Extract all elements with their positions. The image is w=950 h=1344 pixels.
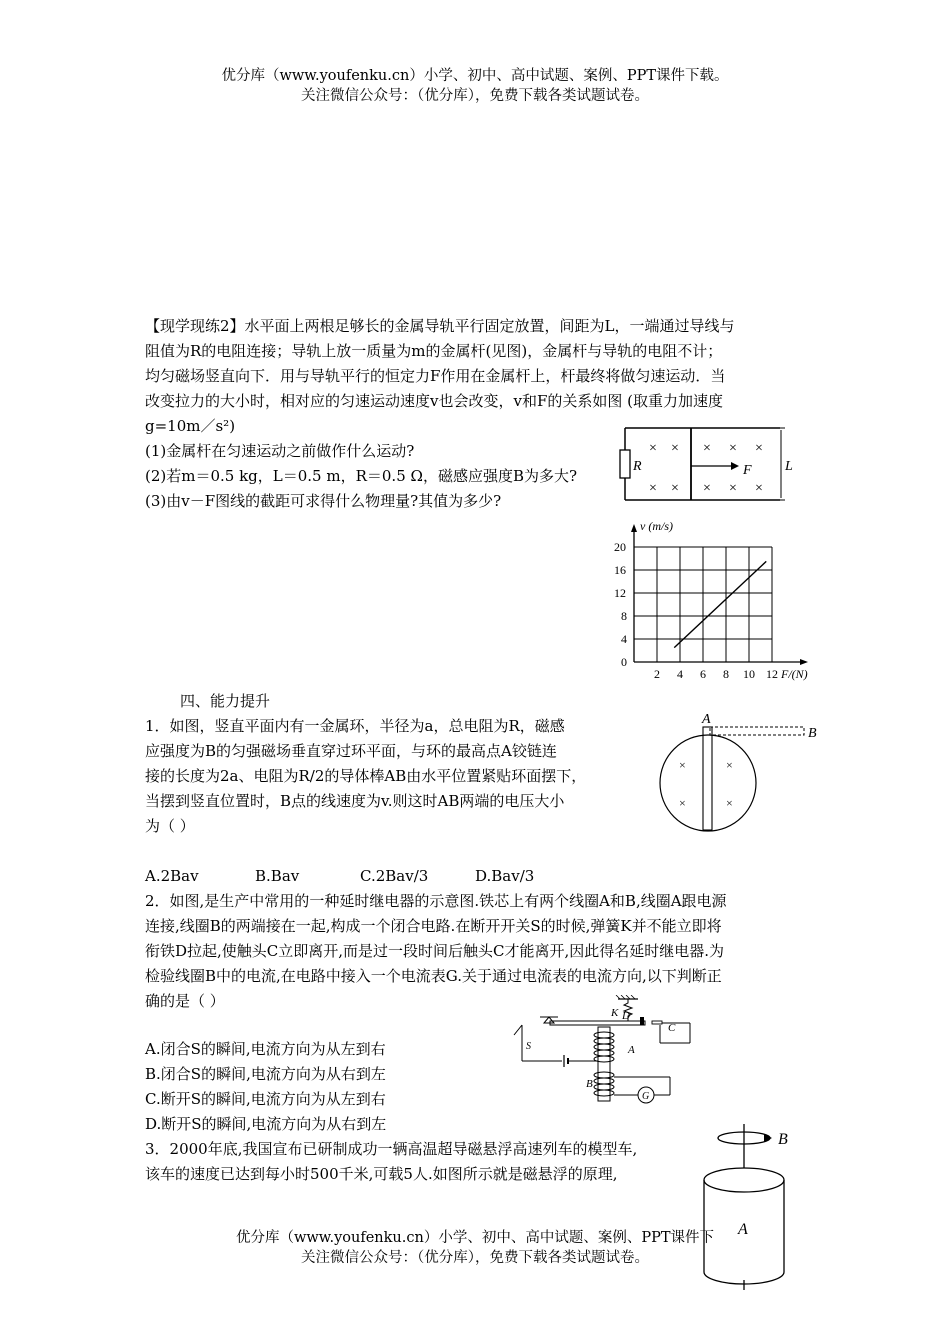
svg-text:×: × xyxy=(729,441,737,456)
svg-text:×: × xyxy=(649,441,657,456)
q2-option-a[interactable]: A.闭合S的瞬间,电流方向为从左到右 xyxy=(145,1040,386,1058)
practice-intro-line-1: 【现学现练2】水平面上两根足够长的金属导轨平行固定放置，间距为L，一端通过导线与 xyxy=(145,317,735,335)
svg-text:×: × xyxy=(671,481,679,496)
coil-a xyxy=(594,1032,614,1062)
rail-label-r: R xyxy=(633,459,642,474)
v-f-chart xyxy=(612,522,810,682)
q2-option-b[interactable]: B.闭合S的瞬间,电流方向为从右到左 xyxy=(145,1065,386,1083)
x-tick-label: 8 xyxy=(723,667,729,681)
relay-label-s: S xyxy=(526,1041,531,1052)
ring-field-crosses xyxy=(679,758,733,810)
svg-text:×: × xyxy=(703,441,711,456)
svg-text:×: × xyxy=(729,481,737,496)
armature-d xyxy=(550,1021,645,1025)
y-axis-label: v (m/s) xyxy=(640,522,673,533)
rail-figure xyxy=(615,420,795,510)
x-tick-label: 12 xyxy=(766,667,778,681)
q2-line-4: 检验线圈B中的电流,在电路中接入一个电流表G.关于通过电流表的电流方向,以下判断正 xyxy=(145,967,722,985)
q2-line-3: 衔铁D拉起,使触头C立即离开,而是过一段时间后触头C才能离开,因此得名延时继电器.为 xyxy=(145,942,725,960)
y-tick-label: 12 xyxy=(614,586,626,600)
q1-line-1: 1．如图，竖直平面内有一金属环，半径为a，总电阻为R，磁感 xyxy=(145,717,565,735)
relay-label-d: D xyxy=(622,1010,630,1022)
svg-text:×: × xyxy=(755,481,763,496)
x-tick-label: 2 xyxy=(654,667,660,681)
x-tick-label: 6 xyxy=(700,667,706,681)
q1-line-5: 为（ ） xyxy=(145,817,195,835)
relay-label-g: G xyxy=(642,1091,650,1102)
metal-ring xyxy=(660,735,756,831)
svg-text:×: × xyxy=(671,441,679,456)
svg-text:×: × xyxy=(679,758,686,772)
svg-text:×: × xyxy=(703,481,711,496)
practice-intro-line-3: 均匀磁场竖直向下．用与导轨平行的恒定力F作用在金属杆上，杆最终将做匀速运动．当 xyxy=(145,367,726,385)
practice-question-3: (3)由v－F图线的截距可求得什么物理量?其值为多少? xyxy=(145,492,502,510)
q1-line-3: 接的长度为2a、电阻为R/2的导体棒AB由水平位置紧贴环面摆下， xyxy=(145,767,587,785)
header-line-1: 优分库（www.youfenku.cn）小学、初中、高中试题、案例、PPT课件下载。 xyxy=(221,68,729,84)
q1-line-2: 应强度为B的匀强磁场垂直穿过环平面，与环的最高点A铰链连 xyxy=(145,742,557,760)
relay-label-a: A xyxy=(628,1044,635,1056)
practice-question-1: (1)金属杆在匀速运动之前做作什么运动? xyxy=(145,442,415,460)
q3-line-1: 3．2000年底,我国宣布已研制成功一辆高温超导磁悬浮高速列车的模型车, xyxy=(145,1140,638,1158)
switch-s[interactable] xyxy=(514,1025,522,1035)
section-4-title: 四、能力提升 xyxy=(180,692,271,710)
q3-line-2: 该车的速度已达到每小时500千米,可载5人.如图所示就是磁悬浮的原理, xyxy=(145,1165,618,1183)
relay-label-b: B xyxy=(586,1078,593,1090)
svg-text:×: × xyxy=(755,441,763,456)
y-axis-arrow xyxy=(631,524,637,532)
y-tick-label: 8 xyxy=(621,609,627,623)
x-tick-label: 4 xyxy=(677,667,683,681)
practice-intro-line-5: g=10m／s²) xyxy=(145,417,236,435)
y-tick-label: 16 xyxy=(614,563,626,577)
coil-b xyxy=(594,1072,614,1096)
q1-option-a[interactable]: A.2Bav xyxy=(145,867,199,885)
relay-label-k: K xyxy=(611,1007,619,1019)
svg-text:×: × xyxy=(726,758,733,772)
practice-intro-line-4: 改变拉力的大小时，相对应的匀速运动速度v也会改变，v和F的关系如图 (取重力加速度 xyxy=(145,392,723,410)
q1-line-4: 当摆到竖直位置时，B点的线速度为v.则这时AB两端的电压大小 xyxy=(145,792,565,810)
footer-line-1: 优分库（www.youfenku.cn）小学、初中、高中试题、案例、PPT课件下 xyxy=(235,1230,715,1246)
x-axis-label: F/(N) xyxy=(781,667,808,681)
ring-figure xyxy=(650,707,835,837)
ring-label-a: A xyxy=(702,712,711,727)
relay-label-c: C xyxy=(668,1022,676,1034)
q2-line-1: 2．如图,是生产中常用的一种延时继电器的示意图.铁芯上有两个线圈A和B,线圈A跟电源 xyxy=(145,892,727,910)
maglev-label-b: B xyxy=(778,1131,788,1148)
relay-figure xyxy=(510,995,700,1105)
q1-option-d[interactable]: D.Bav/3 xyxy=(475,867,535,885)
y-tick-label: 20 xyxy=(614,540,626,554)
svg-text:×: × xyxy=(649,481,657,496)
rail-label-l: L xyxy=(785,459,793,474)
resistor-symbol xyxy=(620,450,630,478)
rod-horizontal-position xyxy=(710,727,804,735)
magnet-cylinder-a xyxy=(704,1168,784,1192)
q2-option-c[interactable]: C.断开S的瞬间,电流方向为从左到右 xyxy=(145,1090,386,1108)
x-axis-arrow xyxy=(800,659,808,665)
practice-intro-line-2: 阻值为R的电阻连接；导轨上放一质量为m的金属杆(见图)，金属杆与导轨的电阻不计； xyxy=(145,342,723,360)
maglev-label-a: A xyxy=(738,1221,748,1238)
svg-text:×: × xyxy=(726,796,733,810)
q2-option-d[interactable]: D.断开S的瞬间,电流方向为从右到左 xyxy=(145,1115,387,1133)
footer-line-2: 关注微信公众号：（优分库），免费下载各类试题试卷。 xyxy=(301,1250,649,1266)
header-line-2: 关注微信公众号：（优分库），免费下载各类试题试卷。 xyxy=(301,88,649,104)
x-tick-label: 10 xyxy=(743,667,755,681)
q1-option-c[interactable]: C.2Bav/3 xyxy=(360,867,429,885)
ring-label-b: B xyxy=(808,726,817,741)
q1-option-b[interactable]: B.Bav xyxy=(255,867,300,885)
svg-text:×: × xyxy=(679,796,686,810)
q2-line-5: 确的是（ ） xyxy=(145,992,225,1010)
y-tick-label: 4 xyxy=(621,632,627,646)
y-tick-label: 0 xyxy=(621,655,627,669)
conductor-rod xyxy=(703,727,712,830)
rail-label-f: F xyxy=(743,463,752,478)
q2-line-2: 连接,线圈B的两端接在一起,构成一个闭合电路.在断开开关S的时候,弹簧K并不能立即将 xyxy=(145,917,722,935)
practice-question-2: (2)若m＝0.5 kg，L＝0.5 m，R＝0.5 Ω，磁感应强度B为多大? xyxy=(145,467,578,485)
series-line xyxy=(674,561,766,647)
